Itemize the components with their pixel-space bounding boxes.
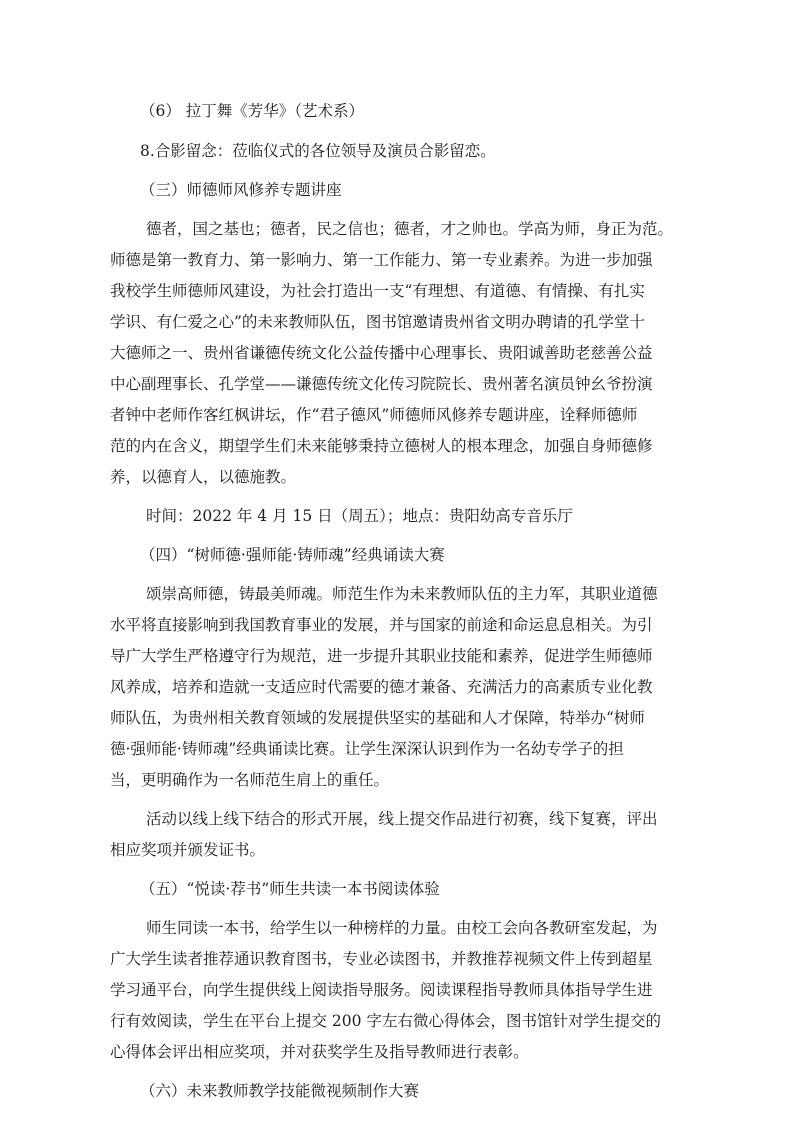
paragraph-line: 水平将直接影响到我国教育事业的发展，并与国家的前途和命运息息相关。为引: [110, 616, 653, 634]
paragraph-line: 我校学生师德师风建设，为社会打造出一支“有理想、有道德、有情操、有扎实: [110, 282, 645, 300]
paragraph-line: 心得体会评出相应奖项，并对获奖学生及指导教师进行表彰。: [110, 1043, 529, 1061]
paragraph-line: 养，以德育人，以德施教。: [110, 468, 297, 486]
paragraph-line: 范的内在含义，期望学生们未来能够秉持立德树人的根本理念，加强自身师德修: [110, 437, 653, 455]
paragraph-line: 师队伍，为贵州相关教育领域的发展提供坚实的基础和人才保障，特举办“树师: [110, 709, 645, 727]
paragraph-line: 者钟中老师作客红枫讲坛，作“君子德风”师德师风修养专题讲座，诠释师德师: [110, 406, 638, 424]
list-item-dance: （6） 拉丁舞《芳华》（艺术系）: [140, 102, 365, 120]
section-heading-6: （六）未来教师教学技能微视频制作大赛: [140, 1082, 420, 1100]
paragraph-line: 活动以线上线下结合的形式开展，线上提交作品进行初赛，线下复赛，评出: [146, 810, 658, 828]
paragraph-line: 学识、有仁爱之心”的未来教师队伍，图书馆邀请贵州省文明办聘请的孔学堂十: [110, 313, 645, 331]
section-heading-3: （三）师德师风修养专题讲座: [140, 181, 342, 199]
paragraph-line: 大德师之一、贵州省谦德传统文化公益传播中心理事长、贵阳诚善助老慈善公益: [110, 344, 653, 362]
event-time-place: 时间：2022 年 4 月 15 日（周五）；地点：贵阳幼高专音乐厅: [146, 507, 573, 525]
list-item-group-photo: 8.合影留念：莅临仪式的各位领导及演员合影留恋。: [140, 142, 496, 160]
paragraph-line: 导广大学生严格遵守行为规范，进一步提升其职业技能和素养，促进学生师德师: [110, 647, 653, 665]
paragraph-line: 行有效阅读，学生在平台上提交 200 字左右微心得体会，图书馆针对学生提交的: [110, 1012, 661, 1030]
section-heading-5: （五）“悦读·荐书”师生共读一本书阅读体验: [140, 880, 440, 898]
paragraph-line: 德者，国之基也；德者，民之信也；德者，才之帅也。学高为师，身正为范。: [146, 220, 674, 238]
paragraph-line: 学习通平台，向学生提供线上阅读指导服务。阅读课程指导教师具体指导学生进: [110, 981, 653, 999]
section-heading-4: （四）“树师德·强师能·铸师魂”经典诵读大赛: [140, 546, 445, 564]
paragraph-line: 师德是第一教育力、第一影响力、第一工作能力、第一专业素养。为进一步加强: [110, 251, 653, 269]
paragraph-line: 中心副理事长、孔学堂——谦德传统文化传习院院长、贵州著名演员钟幺爷扮演: [110, 375, 653, 393]
paragraph-line: 师生同读一本书，给学生以一种榜样的力量。由校工会向各教研室发起，为: [146, 919, 658, 937]
paragraph-line: 当，更明确作为一名师范生肩上的重任。: [110, 771, 390, 789]
paragraph-line: 颂崇高师德，铸最美师魂。师范生作为未来教师队伍的主力军，其职业道德: [146, 585, 658, 603]
paragraph-line: 风养成，培养和造就一支适应时代需要的德才兼备、充满活力的高素质专业化教: [110, 678, 653, 696]
paragraph-line: 广大学生读者推荐通识教育图书，专业必读图书，并教推荐视频文件上传到超星: [110, 950, 653, 968]
paragraph-line: 德·强师能·铸师魂”经典诵读比赛。让学生深深认识到作为一名幼专学子的担: [110, 740, 624, 758]
paragraph-line: 相应奖项并颁发证书。: [110, 841, 266, 859]
